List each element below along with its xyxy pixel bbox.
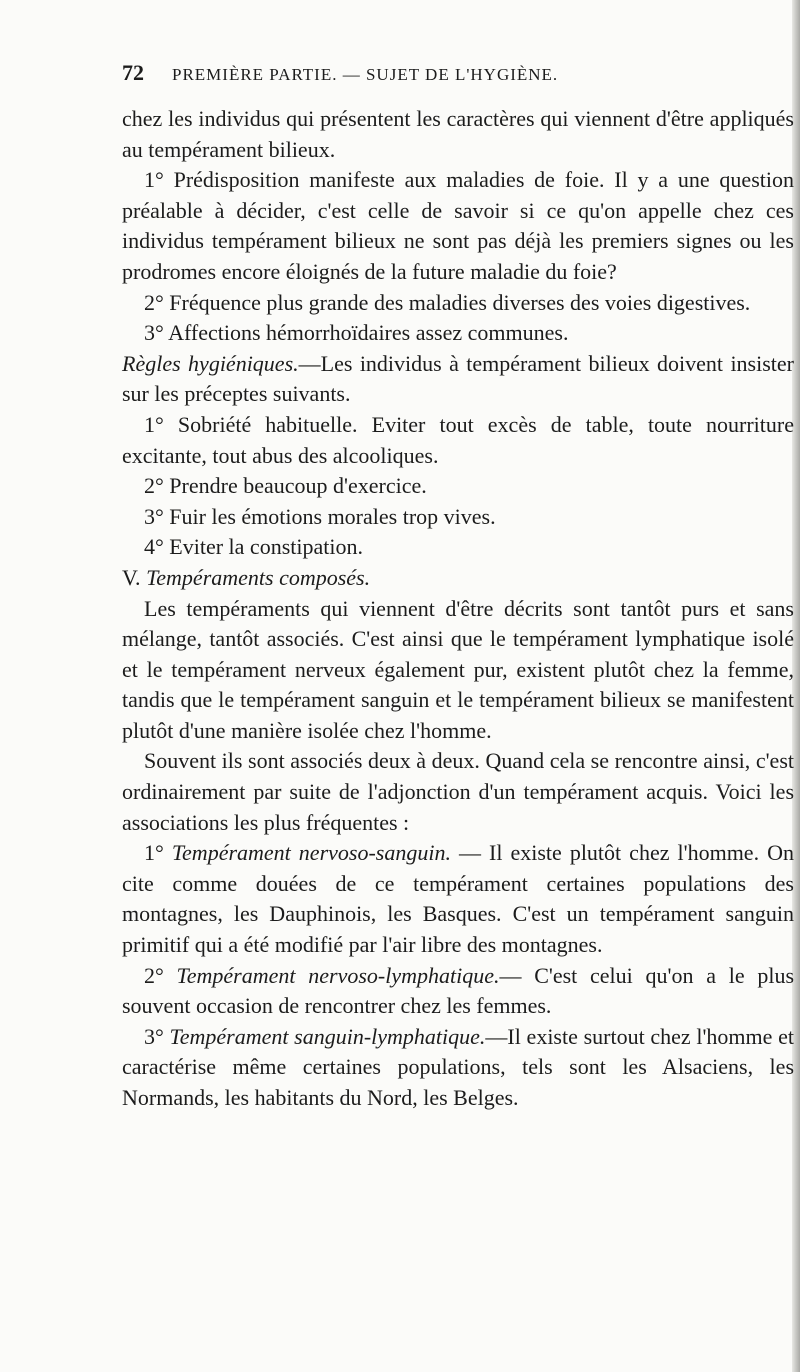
paragraph: Règles hygiéniques.—Les individus à tempérament bilieux doivent insister sur les préceptes suivants.: [122, 350, 794, 407]
paragraph: 3° Fuir les émotions morales trop vives.: [144, 503, 496, 529]
body-text: [122, 104, 794, 1114]
book-page: [122, 60, 794, 1114]
section-label: Règles hygiéniques.: [122, 350, 299, 376]
section-label: Tempérament nervoso-sanguin.: [171, 840, 451, 866]
paragraph: 3° Affections hémorrhoïdaires assez communes.: [144, 320, 569, 346]
paragraph: 2° Tempérament nervoso-lymphatique.— C'est celui qu'on a le plus souvent occasion de rencontrer chez les femmes.: [122, 962, 794, 1019]
running-title: PREMIÈRE PARTIE. — SUJET DE L'HYGIÈNE.: [172, 65, 559, 84]
section-label: Tempéraments composés.: [146, 564, 371, 590]
page-number: 72: [122, 60, 144, 85]
paragraph: 1° Prédisposition manifeste aux maladies de foie. Il y a une question préalable à décider, c'est celle de savoir si ce qu'on appelle chez ces individus tempérament bilieux ne sont pas déjà les premiers signes ou les prodromes encore éloignés de la future maladie du foie?: [122, 167, 794, 284]
paragraph: 2° Fréquence plus grande des maladies diverses des voies digestives.: [144, 289, 751, 315]
section-heading: V. Tempéraments composés.: [122, 564, 371, 590]
section-label: Tempérament sanguin-lymphatique.: [169, 1023, 486, 1049]
paragraph: 2° Prendre beaucoup d'exercice.: [144, 473, 427, 499]
paragraph: Souvent ils sont associés deux à deux. Quand cela se rencontre ainsi, c'est ordinairement par suite de l'adjonction d'un tempérament acquis. Voici les associations les plus fréquentes :: [122, 748, 794, 835]
paragraph: 3° Tempérament sanguin-lymphatique.—Il existe surtout chez l'homme et caractérise même certaines populations, tels sont les Alsaciens, les Normands, les habitants du Nord, les Belges.: [122, 1023, 794, 1110]
section-label: Tempérament nervoso-lymphatique.: [176, 962, 500, 988]
paragraph: Les tempéraments qui viennent d'être décrits sont tantôt purs et sans mélange, tantôt associés. C'est ainsi que le tempérament lymphatique isolé et le tempérament nerveux également pur, existent plutôt chez la femme, tandis que le tempérament sanguin et le tempérament bilieux se manifestent plutôt d'une manière isolée chez l'homme.: [122, 595, 794, 743]
paragraph: 1° Tempérament nervoso-sanguin. — Il existe plutôt chez l'homme. On cite comme douées de ce tempérament certaines populations des montagnes, les Dauphinois, les Basques. C'est un tempérament sanguin primitif qui a été modifié par l'air libre des montagnes.: [122, 840, 794, 958]
paragraph: chez les individus qui présentent les caractères qui viennent d'être appliqués au tempérament bilieux.: [122, 106, 794, 162]
paragraph: 4° Eviter la constipation.: [144, 534, 363, 560]
paragraph: 1° Sobriété habituelle. Eviter tout excès de table, toute nourriture excitante, tout abus des alcooliques.: [122, 411, 794, 468]
running-header: [122, 60, 794, 90]
